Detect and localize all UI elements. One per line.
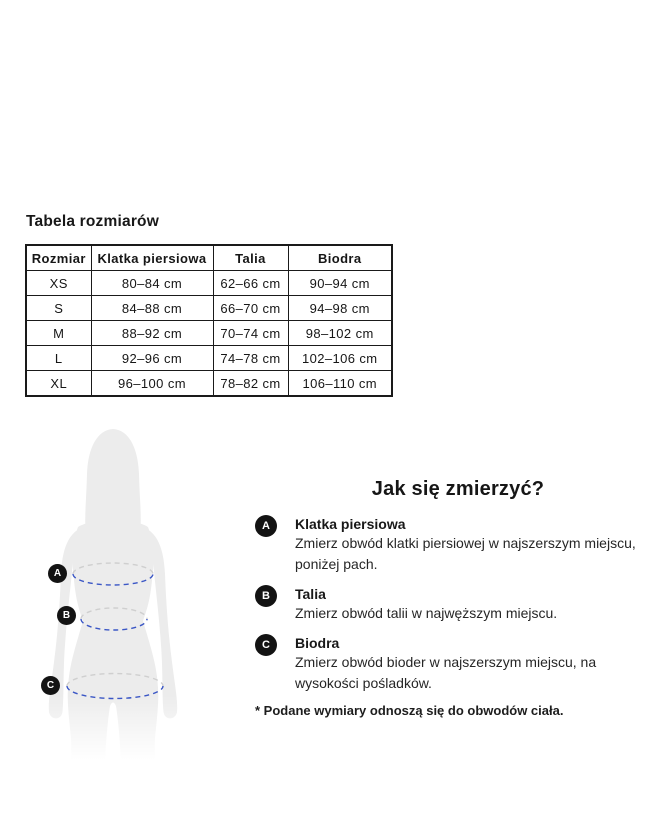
size-table-cell: 98–102 cm — [288, 321, 392, 346]
size-table-title: Tabela rozmiarów — [26, 213, 159, 230]
measure-item-waist — [255, 585, 661, 624]
measure-guide — [255, 478, 661, 718]
size-table-header-cell: Rozmiar — [26, 245, 91, 271]
figure-marker-c: C — [41, 676, 60, 695]
size-table-cell: 70–74 cm — [213, 321, 288, 346]
size-table-cell: 78–82 cm — [213, 371, 288, 397]
measure-item-hips — [255, 634, 661, 694]
silhouette-head-hair — [85, 429, 141, 549]
size-table-cell: 84–88 cm — [91, 296, 213, 321]
size-table-cell: 74–78 cm — [213, 346, 288, 371]
size-table-cell: 90–94 cm — [288, 271, 392, 296]
size-table-cell: M — [26, 321, 91, 346]
size-table-cell: 94–98 cm — [288, 296, 392, 321]
marker-badge-c: C — [255, 634, 277, 656]
size-table-cell: 102–106 cm — [288, 346, 392, 371]
measure-item-title: Biodra — [295, 635, 340, 651]
size-table-header-cell: Talia — [213, 245, 288, 271]
measure-footnote: * Podane wymiary odnoszą się do obwodów ciała. — [255, 703, 564, 718]
size-table-row — [26, 371, 392, 397]
size-table-cell: XS — [26, 271, 91, 296]
size-table-cell: 96–100 cm — [91, 371, 213, 397]
size-table-cell: 66–70 cm — [213, 296, 288, 321]
measure-item-title: Talia — [295, 586, 326, 602]
figure-marker-b: B — [57, 606, 76, 625]
measure-item-description: Zmierz obwód klatki piersiowej w najszerszym miejscu, poniżej pach. — [295, 535, 636, 572]
measure-item-description: Zmierz obwód bioder w najszerszym miejscu, na wysokości pośladków. — [295, 654, 597, 691]
size-table-cell: 62–66 cm — [213, 271, 288, 296]
size-table-row — [26, 321, 392, 346]
size-table — [25, 244, 393, 397]
measure-item-text — [295, 515, 661, 575]
female-silhouette-figure — [35, 422, 185, 770]
size-table-cell: S — [26, 296, 91, 321]
size-table-row — [26, 346, 392, 371]
marker-badge-a: A — [255, 515, 277, 537]
measure-item-description: Zmierz obwód talii w najwęższym miejscu. — [295, 605, 558, 621]
size-table-cell: 106–110 cm — [288, 371, 392, 397]
size-table-cell: 88–92 cm — [91, 321, 213, 346]
size-table-row — [26, 296, 392, 321]
size-table-row — [26, 271, 392, 296]
size-table-header-row — [26, 245, 392, 271]
figure-marker-a: A — [48, 564, 67, 583]
measure-item-chest — [255, 515, 661, 575]
measure-guide-title: Jak się zmierzyć? — [371, 478, 545, 500]
size-table-cell: 92–96 cm — [91, 346, 213, 371]
size-table-cell: L — [26, 346, 91, 371]
size-table-cell: XL — [26, 371, 91, 397]
size-table-header-cell: Biodra — [288, 245, 392, 271]
silhouette-body — [49, 429, 177, 763]
marker-badge-b: B — [255, 585, 277, 607]
measure-item-title: Klatka piersiowa — [295, 516, 406, 532]
measure-item-text — [295, 634, 661, 694]
measure-item-text — [295, 585, 557, 624]
size-table-header-cell: Klatka piersiowa — [91, 245, 213, 271]
silhouette-torso-legs — [68, 520, 159, 763]
size-table-cell: 80–84 cm — [91, 271, 213, 296]
